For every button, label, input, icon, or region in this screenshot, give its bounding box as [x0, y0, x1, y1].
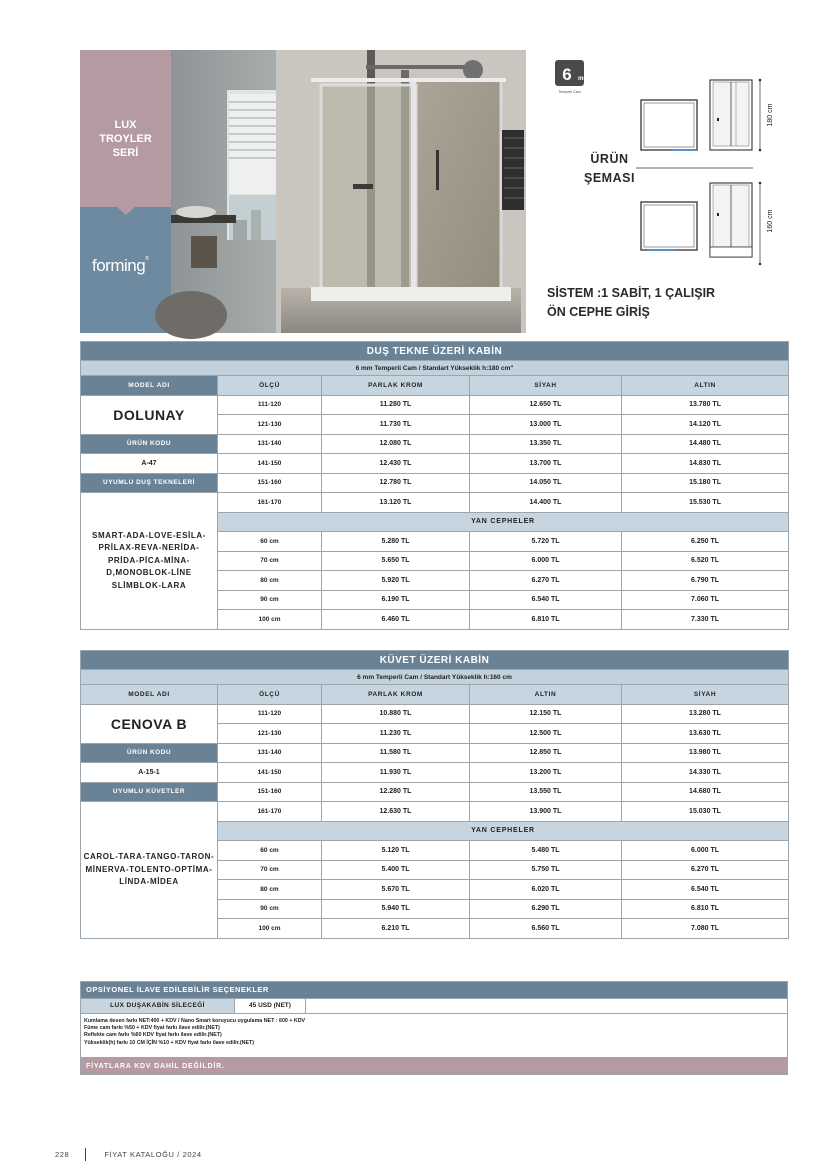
model-name: DOLUNAY [81, 395, 218, 434]
size-cell: 100 cm [218, 610, 322, 630]
price-cell: 5.940 TL [322, 899, 470, 919]
table-row [81, 704, 789, 724]
size-cell: 60 cm [218, 532, 322, 552]
product-photo [171, 50, 525, 333]
price-cell: 12.150 TL [470, 704, 622, 724]
price-cell: 6.190 TL [322, 590, 470, 610]
size-cell: 141-150 [218, 454, 322, 474]
price-cell: 5.400 TL [322, 860, 470, 880]
badge-number: 6 [562, 65, 572, 84]
size-cell: 100 cm [218, 919, 322, 939]
price-cell: 5.920 TL [322, 571, 470, 591]
price-cell: 13.550 TL [470, 782, 622, 802]
price-cell: 14.680 TL [622, 782, 789, 802]
price-cell: 6.460 TL [322, 610, 470, 630]
schema-dim-top: 180 cm [767, 103, 774, 127]
footer-divider [85, 1148, 86, 1161]
price-cell: 13.780 TL [622, 395, 789, 415]
price-cell: 6.020 TL [470, 880, 622, 900]
header-col2: ALTIN [470, 685, 622, 705]
header-model: MODEL ADI [81, 685, 218, 705]
product-schema-label [584, 150, 635, 188]
price-cell: 11.730 TL [322, 415, 470, 435]
price-cell: 13.280 TL [622, 704, 789, 724]
series-title-line1: LUX [114, 119, 137, 131]
side-panels-heading: YAN CEPHELER [218, 821, 789, 841]
brand-name: forming [92, 256, 146, 275]
catalog-title: FİYAT KATALOĞU / 2024 [104, 1150, 202, 1159]
table-row [81, 395, 789, 415]
table-subtitle: 6 mm Temperli Cam / Standart Yükseklik h:180 cm" [81, 361, 789, 376]
price-cell: 13.120 TL [322, 493, 470, 513]
product-schema-diagram [633, 68, 783, 268]
size-cell: 111-120 [218, 704, 322, 724]
table-row [81, 493, 789, 513]
table-row [81, 434, 789, 454]
size-cell: 70 cm [218, 860, 322, 880]
size-cell: 90 cm [218, 899, 322, 919]
price-cell: 6.810 TL [470, 610, 622, 630]
brand-logo [92, 256, 148, 276]
header-col3: SİYAH [622, 685, 789, 705]
size-cell: 60 cm [218, 841, 322, 861]
table-row [81, 782, 789, 802]
option-price: 45 USD (NET) [234, 999, 306, 1013]
price-cell: 13.200 TL [470, 763, 622, 783]
note-line: Füme cam farkı %50 + KDV fiyat farkı ilave edilir.(NET) [84, 1025, 220, 1032]
price-cell: 12.650 TL [470, 395, 622, 415]
product-code-label: ÜRÜN KODU [81, 743, 218, 763]
schema-label-line2: ŞEMASI [584, 171, 635, 185]
price-cell: 13.700 TL [470, 454, 622, 474]
schema-dim-bottom: 160 cm [767, 209, 774, 233]
product-code-label: ÜRÜN KODU [81, 434, 218, 454]
size-cell: 131-140 [218, 743, 322, 763]
price-cell: 6.520 TL [622, 551, 789, 571]
size-cell: 121-130 [218, 415, 322, 435]
price-cell: 12.630 TL [322, 802, 470, 822]
header-col2: SİYAH [470, 376, 622, 396]
price-cell: 6.290 TL [470, 899, 622, 919]
price-cell: 7.330 TL [622, 610, 789, 630]
size-cell: 121-130 [218, 724, 322, 744]
price-cell: 5.120 TL [322, 841, 470, 861]
price-cell: 5.280 TL [322, 532, 470, 552]
product-code-value: A-47 [81, 454, 218, 474]
option-row [81, 998, 787, 1013]
page-footer [55, 1148, 202, 1161]
size-cell: 90 cm [218, 590, 322, 610]
price-cell: 15.180 TL [622, 473, 789, 493]
compatible-list: SMART-ADA-LOVE-ESİLA-PRİLAX-REVA-NERİDA-PRİDA-PİCA-MİNA-D,MONOBLOK-LİNE SLİMBLOK-LARA [81, 493, 218, 630]
price-cell: 6.790 TL [622, 571, 789, 591]
hero-banner [80, 50, 525, 333]
header-model: MODEL ADI [81, 376, 218, 396]
model-name: CENOVA B [81, 704, 218, 743]
price-cell: 6.270 TL [622, 860, 789, 880]
table-title: DUŞ TEKNE ÜZERİ KABİN [81, 342, 789, 361]
vat-notice: FİYATLARA KDV DAHİL DEĞİLDİR. [81, 1057, 787, 1074]
optional-extras-box [80, 981, 788, 1075]
price-cell: 5.750 TL [470, 860, 622, 880]
options-notes [81, 1013, 787, 1057]
table-row [81, 454, 789, 474]
option-name: LUX DUŞAKABİN SİLECEĞİ [81, 999, 234, 1013]
badge-caption: Temperli Cam [558, 90, 581, 94]
price-cell: 14.050 TL [470, 473, 622, 493]
price-cell: 14.330 TL [622, 763, 789, 783]
price-cell: 6.810 TL [622, 899, 789, 919]
price-cell: 7.080 TL [622, 919, 789, 939]
series-title-line2: TROYLER [99, 133, 152, 145]
header-col1: PARLAK KROM [322, 376, 470, 396]
header-size: ÖLÇÜ [218, 376, 322, 396]
header-col1: PARLAK KROM [322, 685, 470, 705]
header-col3: ALTIN [622, 376, 789, 396]
compatible-label: UYUMLU KÜVETLER [81, 782, 218, 802]
price-cell: 5.720 TL [470, 532, 622, 552]
price-cell: 6.000 TL [622, 841, 789, 861]
price-cell: 12.280 TL [322, 782, 470, 802]
compatible-label: UYUMLU DUŞ TEKNELERİ [81, 473, 218, 493]
price-cell: 11.230 TL [322, 724, 470, 744]
schema-label-line1: ÜRÜN [590, 152, 629, 166]
size-cell: 161-170 [218, 802, 322, 822]
price-cell: 12.080 TL [322, 434, 470, 454]
size-cell: 80 cm [218, 880, 322, 900]
svg-text:mm: mm [578, 76, 589, 82]
price-cell: 5.480 TL [470, 841, 622, 861]
price-cell: 13.980 TL [622, 743, 789, 763]
system-line1: SİSTEM :1 SABİT, 1 ÇALIŞIR [547, 286, 716, 300]
compatible-list: CAROL-TARA-TANGO-TARON-MİNERVA-TOLENTO-OPTİMA-LİNDA-MİDEA [81, 802, 218, 939]
size-cell: 141-150 [218, 763, 322, 783]
page-number: 228 [55, 1150, 70, 1159]
price-cell: 14.830 TL [622, 454, 789, 474]
price-cell: 13.350 TL [470, 434, 622, 454]
header-size: ÖLÇÜ [218, 685, 322, 705]
shower-tray-cabin-table [80, 341, 789, 630]
note-line: Kumlama desen farkı NET:400 + KDV / Nano Smart koruyucu uygulama NET : 600 + KDV [84, 1018, 306, 1024]
note-line: Yükseklik(h) farkı 10 CM İÇİN %10 + KDV fiyat farkı ilave edilir.(NET) [84, 1039, 255, 1046]
side-panels-heading: YAN CEPHELER [218, 512, 789, 532]
price-cell: 14.120 TL [622, 415, 789, 435]
price-cell: 5.650 TL [322, 551, 470, 571]
size-cell: 111-120 [218, 395, 322, 415]
table-row [81, 743, 789, 763]
size-cell: 70 cm [218, 551, 322, 571]
price-cell: 12.430 TL [322, 454, 470, 474]
bathtub-cabin-table [80, 650, 789, 939]
options-title: OPSİYONEL İLAVE EDİLEBİLİR SEÇENEKLER [81, 982, 787, 998]
price-cell: 13.900 TL [470, 802, 622, 822]
table-subtitle: 6 mm Temperli Cam / Standart Yükseklik h:160 cm [81, 670, 789, 685]
size-cell: 151-160 [218, 782, 322, 802]
product-code-value: A-15-1 [81, 763, 218, 783]
price-cell: 6.210 TL [322, 919, 470, 939]
price-cell: 14.400 TL [470, 493, 622, 513]
price-cell: 7.060 TL [622, 590, 789, 610]
price-cell: 15.530 TL [622, 493, 789, 513]
price-cell: 11.580 TL [322, 743, 470, 763]
note-line: Reflekte cam farkı %60 KDV fiyat farkı ilave edilir.(NET) [84, 1032, 222, 1039]
price-cell: 6.270 TL [470, 571, 622, 591]
price-cell: 11.280 TL [322, 395, 470, 415]
size-cell: 131-140 [218, 434, 322, 454]
size-cell: 80 cm [218, 571, 322, 591]
size-cell: 151-160 [218, 473, 322, 493]
price-cell: 6.000 TL [470, 551, 622, 571]
price-cell: 13.630 TL [622, 724, 789, 744]
price-cell: 12.500 TL [470, 724, 622, 744]
table-title: KÜVET ÜZERİ KABİN [81, 651, 789, 670]
price-cell: 12.850 TL [470, 743, 622, 763]
price-cell: 11.930 TL [322, 763, 470, 783]
tempered-glass-6mm-icon [553, 58, 589, 97]
price-cell: 12.780 TL [322, 473, 470, 493]
size-cell: 161-170 [218, 493, 322, 513]
table-row [81, 473, 789, 493]
price-cell: 6.540 TL [470, 590, 622, 610]
series-title-line3: SERİ [112, 147, 139, 159]
table-row [81, 763, 789, 783]
brand-reg-mark: ® [145, 256, 149, 262]
price-cell: 6.560 TL [470, 919, 622, 939]
price-cell: 6.250 TL [622, 532, 789, 552]
price-cell: 5.670 TL [322, 880, 470, 900]
system-line2: ÖN CEPHE GİRİŞ [547, 305, 650, 319]
system-description [547, 284, 715, 322]
series-title [80, 118, 171, 160]
price-cell: 13.000 TL [470, 415, 622, 435]
panel-notch [117, 207, 135, 215]
price-cell: 6.540 TL [622, 880, 789, 900]
price-cell: 10.880 TL [322, 704, 470, 724]
table-row [81, 802, 789, 822]
price-cell: 15.030 TL [622, 802, 789, 822]
price-cell: 14.480 TL [622, 434, 789, 454]
